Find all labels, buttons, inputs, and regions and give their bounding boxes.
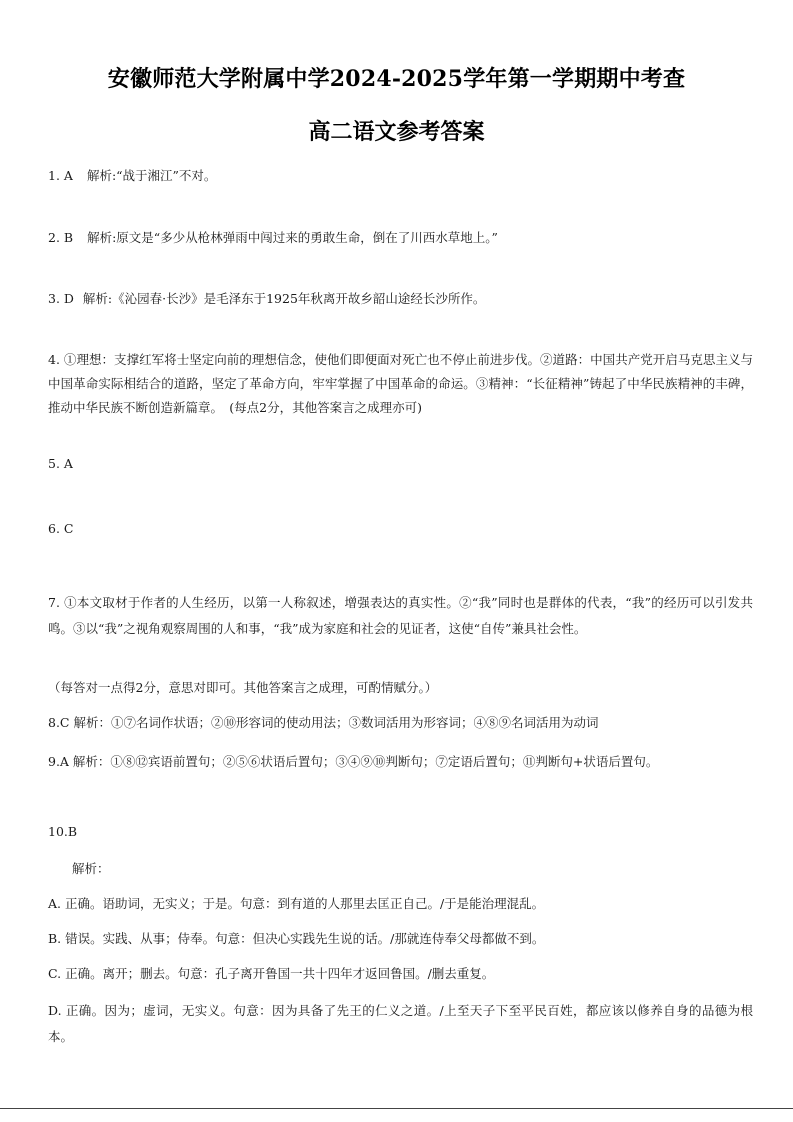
- page-title: 安徽师范大学附属中学2024-2025学年第一学期期中考查: [107, 66, 686, 92]
- answer-1-number: 1. A: [48, 168, 73, 183]
- answer-2-explanation: 解析:原文是“多少从枪林弹雨中闯过来的勇敢生命，倒在了川西水草地上。”: [87, 230, 498, 245]
- answer-9: 9.A 解析：①⑧⑫宾语前置句；②⑤⑥状语后置句；③④⑨⑩判断句；⑦定语后置句；⑪判断句+状语后置句。: [48, 754, 659, 769]
- answer-3-explanation: 解析:《沁园春·长沙》是毛泽东于1925年秋离开故乡韶山途经长沙所作。: [82, 291, 486, 306]
- answer-1-explanation: 解析:“战于湘江”不对。: [86, 168, 217, 183]
- answer-2: [48, 227, 753, 249]
- answer-2-number: 2. B: [48, 230, 74, 245]
- answer-8: 8.C 解析：①⑦名词作状语；②⑩形容词的使动用法；③数词活用为形容词；④⑧⑨名词活用为动词: [48, 715, 599, 730]
- answer-10-label: 解析：: [72, 861, 110, 876]
- answer-3-number: 3. D: [48, 291, 74, 306]
- answer-10-option-d: D. 正确。因为；虚词，无实义。句意：因为具备了先王的仁义之道。/上至天子下至平民百姓，都应该以修养自身的品德为根本。: [48, 1003, 753, 1044]
- answer-10-option-b: B. 错误。实践、从事；侍奉。句意：但决心实践先生说的话。/那就连侍奉父母都做不到。: [48, 931, 545, 946]
- answer-10-option-a: A. 正确。语助词，无实义；于是。句意：到有道的人那里去匡正自己。/于是能治理混乱。: [48, 896, 545, 911]
- answer-7: 7. ①本文取材于作者的人生经历，以第一人称叙述，增强表达的真实性。②“我”同时也是群体的代表，“我”的经历可以引发共鸣。③以“我”之视角观察周围的人和事，“我”成为家庭和社会的见证者，这使“自传”兼具社会性。: [48, 595, 753, 636]
- answer-3: [48, 288, 753, 310]
- answer-5: 5. A: [48, 456, 73, 471]
- answer-1: [48, 165, 753, 187]
- footer-divider: [0, 1108, 793, 1109]
- answer-7-scoring-note: （每答对一点得2分，意思对即可。其他答案言之成理，可酌情赋分。）: [48, 680, 438, 695]
- answer-10-option-c: C. 正确。离开；删去。句意：孔子离开鲁国一共十四年才返回鲁国。/删去重复。: [48, 966, 495, 981]
- answer-6: 6. C: [48, 521, 74, 536]
- answer-4: 4. ①理想：支撑红军将士坚定向前的理想信念，使他们即便面对死亡也不停止前进步伐。②道路：中国共产党开启马克思主义与中国革命实际相结合的道路，坚定了革命方向，牢牢掌握了中国革命的命运。③精神：“长征精神”铸起了中华民族精神的丰碑，推动中华民族不断创造新篇章。 (每点2分，其他答案言之成理亦可): [48, 352, 753, 415]
- page-subtitle: 高二语文参考答案: [308, 119, 485, 145]
- answer-10-number: 10.B: [48, 824, 78, 839]
